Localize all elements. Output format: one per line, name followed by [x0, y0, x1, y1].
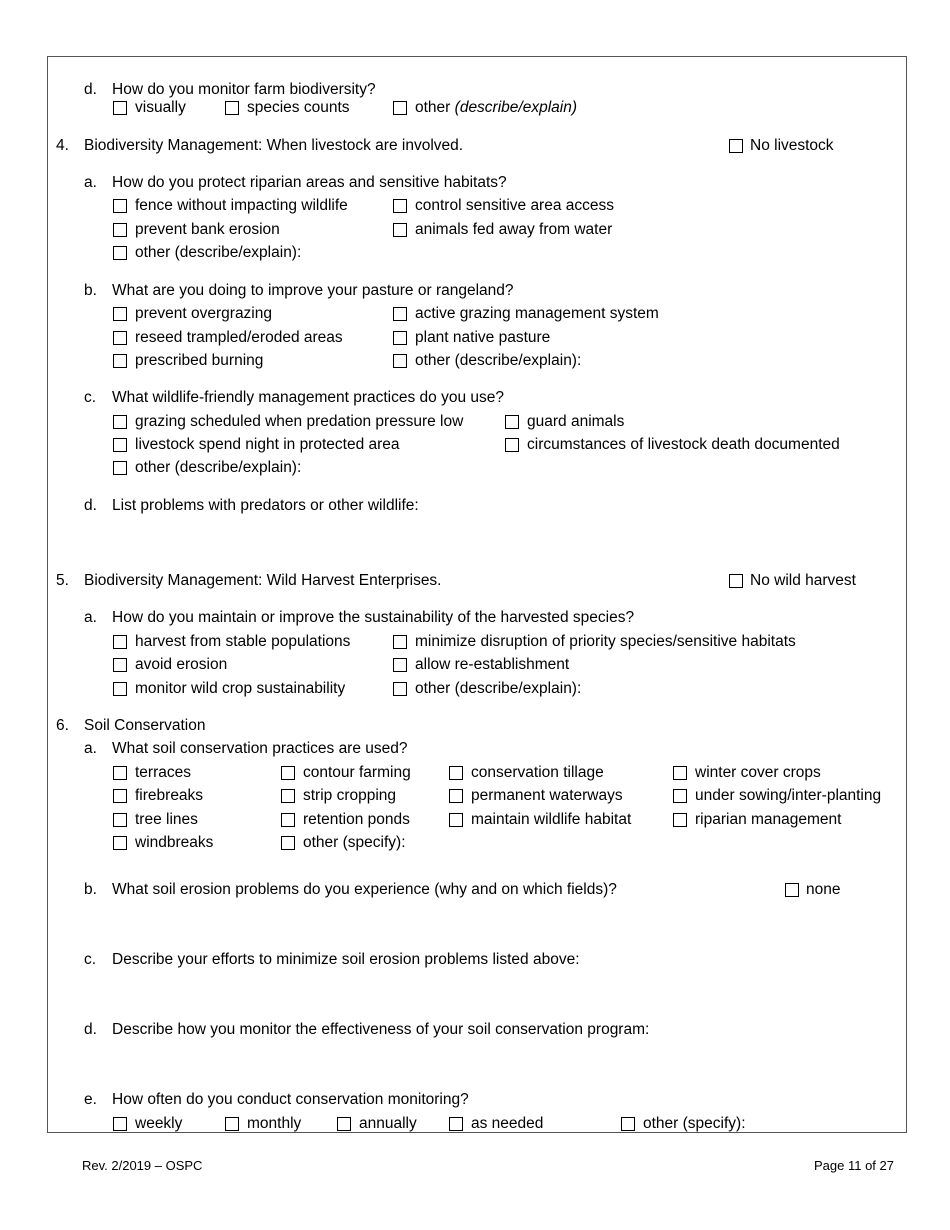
section-number: 6. — [56, 717, 69, 734]
option-label: active grazing management system — [415, 305, 659, 322]
checkbox[interactable] — [393, 682, 407, 696]
checkbox[interactable] — [113, 415, 127, 429]
option-label: permanent waterways — [471, 787, 623, 804]
option-label: strip cropping — [303, 787, 397, 804]
option-label: control sensitive area access — [415, 197, 615, 214]
option-label: other (describe/explain): — [415, 680, 582, 697]
checkbox[interactable] — [393, 331, 407, 345]
item-marker: a. — [84, 174, 97, 191]
checkbox[interactable] — [113, 223, 127, 237]
option-label: monthly — [247, 1115, 302, 1132]
option-label: fence without impacting wildlife — [135, 197, 348, 214]
checkbox[interactable] — [673, 766, 687, 780]
checkbox[interactable] — [449, 813, 463, 827]
item-marker: d. — [84, 81, 97, 98]
option-label: firebreaks — [135, 787, 204, 804]
checkbox[interactable] — [225, 1117, 239, 1131]
option-label: conservation tillage — [471, 764, 604, 781]
checkbox[interactable] — [281, 813, 295, 827]
option-label: annually — [359, 1115, 417, 1132]
question-text: Describe how you monitor the effectiveness of your soil conservation program: — [112, 1021, 650, 1038]
option-label: plant native pasture — [415, 329, 551, 346]
option-label: other (describe/explain): — [135, 459, 302, 476]
option-label: windbreaks — [135, 834, 214, 851]
checkbox[interactable] — [393, 307, 407, 321]
option-label: allow re-establishment — [415, 656, 570, 673]
checkbox[interactable] — [113, 307, 127, 321]
option-label: avoid erosion — [135, 656, 228, 673]
option-label: other (describe/explain): — [135, 244, 302, 261]
checkbox[interactable] — [393, 635, 407, 649]
checkbox[interactable] — [113, 682, 127, 696]
option-label: visually — [135, 99, 186, 116]
checkbox[interactable] — [785, 883, 799, 897]
checkbox[interactable] — [449, 789, 463, 803]
option-label: maintain wildlife habitat — [471, 811, 632, 828]
item-marker: e. — [84, 1091, 97, 1108]
option-label: winter cover crops — [695, 764, 821, 781]
question-text: What wildlife-friendly management practices do you use? — [112, 389, 504, 406]
option-label: prevent overgrazing — [135, 305, 272, 322]
question-text: List problems with predators or other wildlife: — [112, 497, 419, 514]
checkbox[interactable] — [113, 246, 127, 260]
checkbox[interactable] — [337, 1117, 351, 1131]
checkbox[interactable] — [505, 415, 519, 429]
checkbox[interactable] — [393, 658, 407, 672]
option-label: reseed trampled/eroded areas — [135, 329, 343, 346]
option-label: grazing scheduled when predation pressure low — [135, 413, 464, 430]
checkbox[interactable] — [393, 199, 407, 213]
option-label: as needed — [471, 1115, 544, 1132]
item-marker: b. — [84, 881, 97, 898]
form-frame — [47, 56, 907, 1133]
question-text: How do you monitor farm biodiversity? — [112, 81, 376, 98]
option-label: species counts — [247, 99, 350, 116]
checkbox[interactable] — [113, 331, 127, 345]
checkbox[interactable] — [505, 438, 519, 452]
option-label: No livestock — [750, 137, 834, 154]
question-text: What soil erosion problems do you experience (why and on which fields)? — [112, 881, 617, 898]
option-label: under sowing/inter-planting — [695, 787, 882, 804]
option-label: terraces — [135, 764, 191, 781]
item-marker: a. — [84, 740, 97, 757]
checkbox[interactable] — [673, 789, 687, 803]
section-title: Soil Conservation — [84, 717, 206, 734]
option-label: contour farming — [303, 764, 411, 781]
option-label: retention ponds — [303, 811, 410, 828]
option-label: circumstances of livestock death documented — [527, 436, 840, 453]
item-marker: d. — [84, 497, 97, 514]
checkbox[interactable] — [393, 101, 407, 115]
checkbox[interactable] — [673, 813, 687, 827]
option-label: No wild harvest — [750, 572, 856, 589]
section-title: Biodiversity Management: Wild Harvest Enterprises. — [84, 572, 442, 589]
option-label: other (specify): — [303, 834, 406, 851]
question-text: Describe your efforts to minimize soil erosion problems listed above: — [112, 951, 580, 968]
option-label: none — [806, 881, 841, 898]
checkbox[interactable] — [729, 139, 743, 153]
option-label: animals fed away from water — [415, 221, 613, 238]
checkbox[interactable] — [281, 789, 295, 803]
checkbox[interactable] — [113, 461, 127, 475]
item-marker: d. — [84, 1021, 97, 1038]
checkbox[interactable] — [113, 101, 127, 115]
checkbox[interactable] — [113, 836, 127, 850]
item-marker: c. — [84, 951, 97, 968]
checkbox[interactable] — [113, 354, 127, 368]
checkbox[interactable] — [621, 1117, 635, 1131]
question-text: How do you protect riparian areas and sensitive habitats? — [112, 174, 507, 191]
option-label: harvest from stable populations — [135, 633, 351, 650]
option-label: other (specify): — [643, 1115, 746, 1132]
option-label: other (describe/explain) — [415, 99, 577, 116]
footer-page-number: Page 11 of 27 — [814, 1158, 894, 1173]
question-text: What soil conservation practices are used? — [112, 740, 408, 757]
footer-revision: Rev. 2/2019 – OSPC — [82, 1158, 203, 1173]
checkbox[interactable] — [113, 658, 127, 672]
checkbox[interactable] — [281, 766, 295, 780]
checkbox[interactable] — [113, 635, 127, 649]
option-label: tree lines — [135, 811, 198, 828]
checkbox[interactable] — [729, 574, 743, 588]
section-number: 5. — [56, 572, 69, 589]
question-text: How do you maintain or improve the sustainability of the harvested species? — [112, 609, 635, 626]
option-label: prevent bank erosion — [135, 221, 280, 238]
checkbox[interactable] — [113, 438, 127, 452]
option-label: riparian management — [695, 811, 842, 828]
option-label: livestock spend night in protected area — [135, 436, 400, 453]
checkbox[interactable] — [113, 199, 127, 213]
option-label: other (describe/explain): — [415, 352, 582, 369]
section-number: 4. — [56, 137, 69, 154]
checkbox[interactable] — [449, 1117, 463, 1131]
item-marker: a. — [84, 609, 97, 626]
checkbox[interactable] — [393, 223, 407, 237]
question-text: What are you doing to improve your pasture or rangeland? — [112, 282, 514, 299]
checkbox[interactable] — [449, 766, 463, 780]
checkbox[interactable] — [281, 836, 295, 850]
item-marker: b. — [84, 282, 97, 299]
section-title: Biodiversity Management: When livestock are involved. — [84, 137, 464, 154]
question-text: How often do you conduct conservation monitoring? — [112, 1091, 469, 1108]
checkbox[interactable] — [113, 789, 127, 803]
checkbox[interactable] — [225, 101, 239, 115]
option-label: minimize disruption of priority species/sensitive habitats — [415, 633, 796, 650]
checkbox[interactable] — [113, 766, 127, 780]
checkbox[interactable] — [393, 354, 407, 368]
checkbox[interactable] — [113, 1117, 127, 1131]
item-marker: c. — [84, 389, 97, 406]
option-label: prescribed burning — [135, 352, 264, 369]
option-label: monitor wild crop sustainability — [135, 680, 346, 697]
checkbox[interactable] — [113, 813, 127, 827]
option-label: weekly — [135, 1115, 183, 1132]
option-label: guard animals — [527, 413, 625, 430]
